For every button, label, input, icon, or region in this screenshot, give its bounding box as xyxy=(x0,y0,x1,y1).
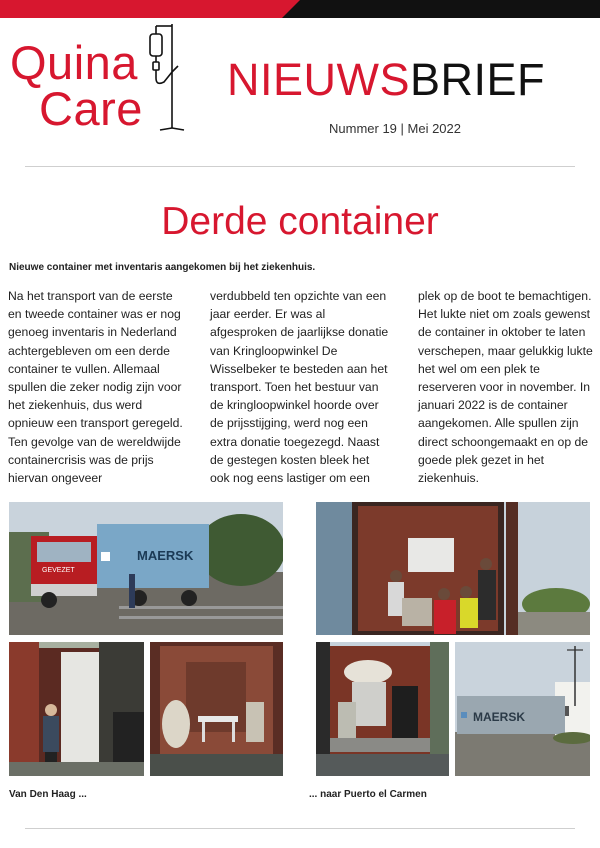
newsletter-title xyxy=(227,55,545,105)
iv-drip-stand-icon xyxy=(142,22,192,134)
column-2-text: verdubbeld ten opzichte van een jaar eerder. Er was al afgesproken de jaarlijkse donatie van Kringloopwinkel De Wisselbeker te besteden aan het transport. Toen het bestuur van de kringloopwinkel hoorde over de prijsstijging, werd nog een extra donatie toegezegd. Naast de gestegen kosten bleek het ook nog eens lastiger om een xyxy=(210,289,389,486)
column-3-text: plek op de boot te bemachtigen. Het lukte niet om zoals gewenst de container in oktober te laten verschepen, maar gelukkig lukte het wel om een plek te reserveren voor in november. In januari 2022 is de container aangekomen. Alle spullen zijn direct schoongemaakt en op de goede plek gezet in het ziekenhuis. xyxy=(418,289,593,486)
divider-top xyxy=(25,166,575,167)
top-bar-accent xyxy=(0,0,300,18)
article-column-2 xyxy=(210,287,390,487)
column-1-text: Na het transport van de eerste en tweede container was er nog genoeg inventaris in Nederland achtergebleven om een derde container te vullen. Allemaal spullen die zeker nodig zijn voor het ziekenhuis, dus werd opnieuw een transport geregeld. Ten gevolge van de wereldwijde containercrisis was de prijs hiervan ongeveer xyxy=(8,289,183,486)
yard-container-text: MAERSK xyxy=(473,710,526,724)
article-subheading: Nieuwe container met inventaris aangekomen bij het ziekenhuis. xyxy=(9,262,316,273)
photo-unloading xyxy=(316,502,590,635)
article-column-1 xyxy=(8,287,188,487)
caption-left: Van Den Haag ... xyxy=(9,789,87,800)
caption-right: ... naar Puerto el Carmen xyxy=(309,789,427,800)
photo-equipment xyxy=(316,642,449,776)
title-brief: BRIEF xyxy=(410,54,546,105)
photo-container-interior xyxy=(150,642,283,776)
photo-yard xyxy=(455,642,590,776)
issue-number: Nummer 19 | Mei 2022 xyxy=(329,121,461,136)
photo-truck xyxy=(9,502,283,635)
truck-container-text: MAERSK xyxy=(137,548,194,563)
title-nieuws: NIEUWS xyxy=(227,54,410,105)
article-column-3 xyxy=(418,287,598,487)
logo-text-care: Care xyxy=(39,82,143,135)
article-headline: Derde container xyxy=(161,200,439,243)
divider-bottom xyxy=(25,828,575,829)
logo-text-quina: Quina xyxy=(10,36,138,89)
photo-cabinet xyxy=(9,642,144,776)
truck-cab-text: GEVEZET xyxy=(42,567,75,574)
